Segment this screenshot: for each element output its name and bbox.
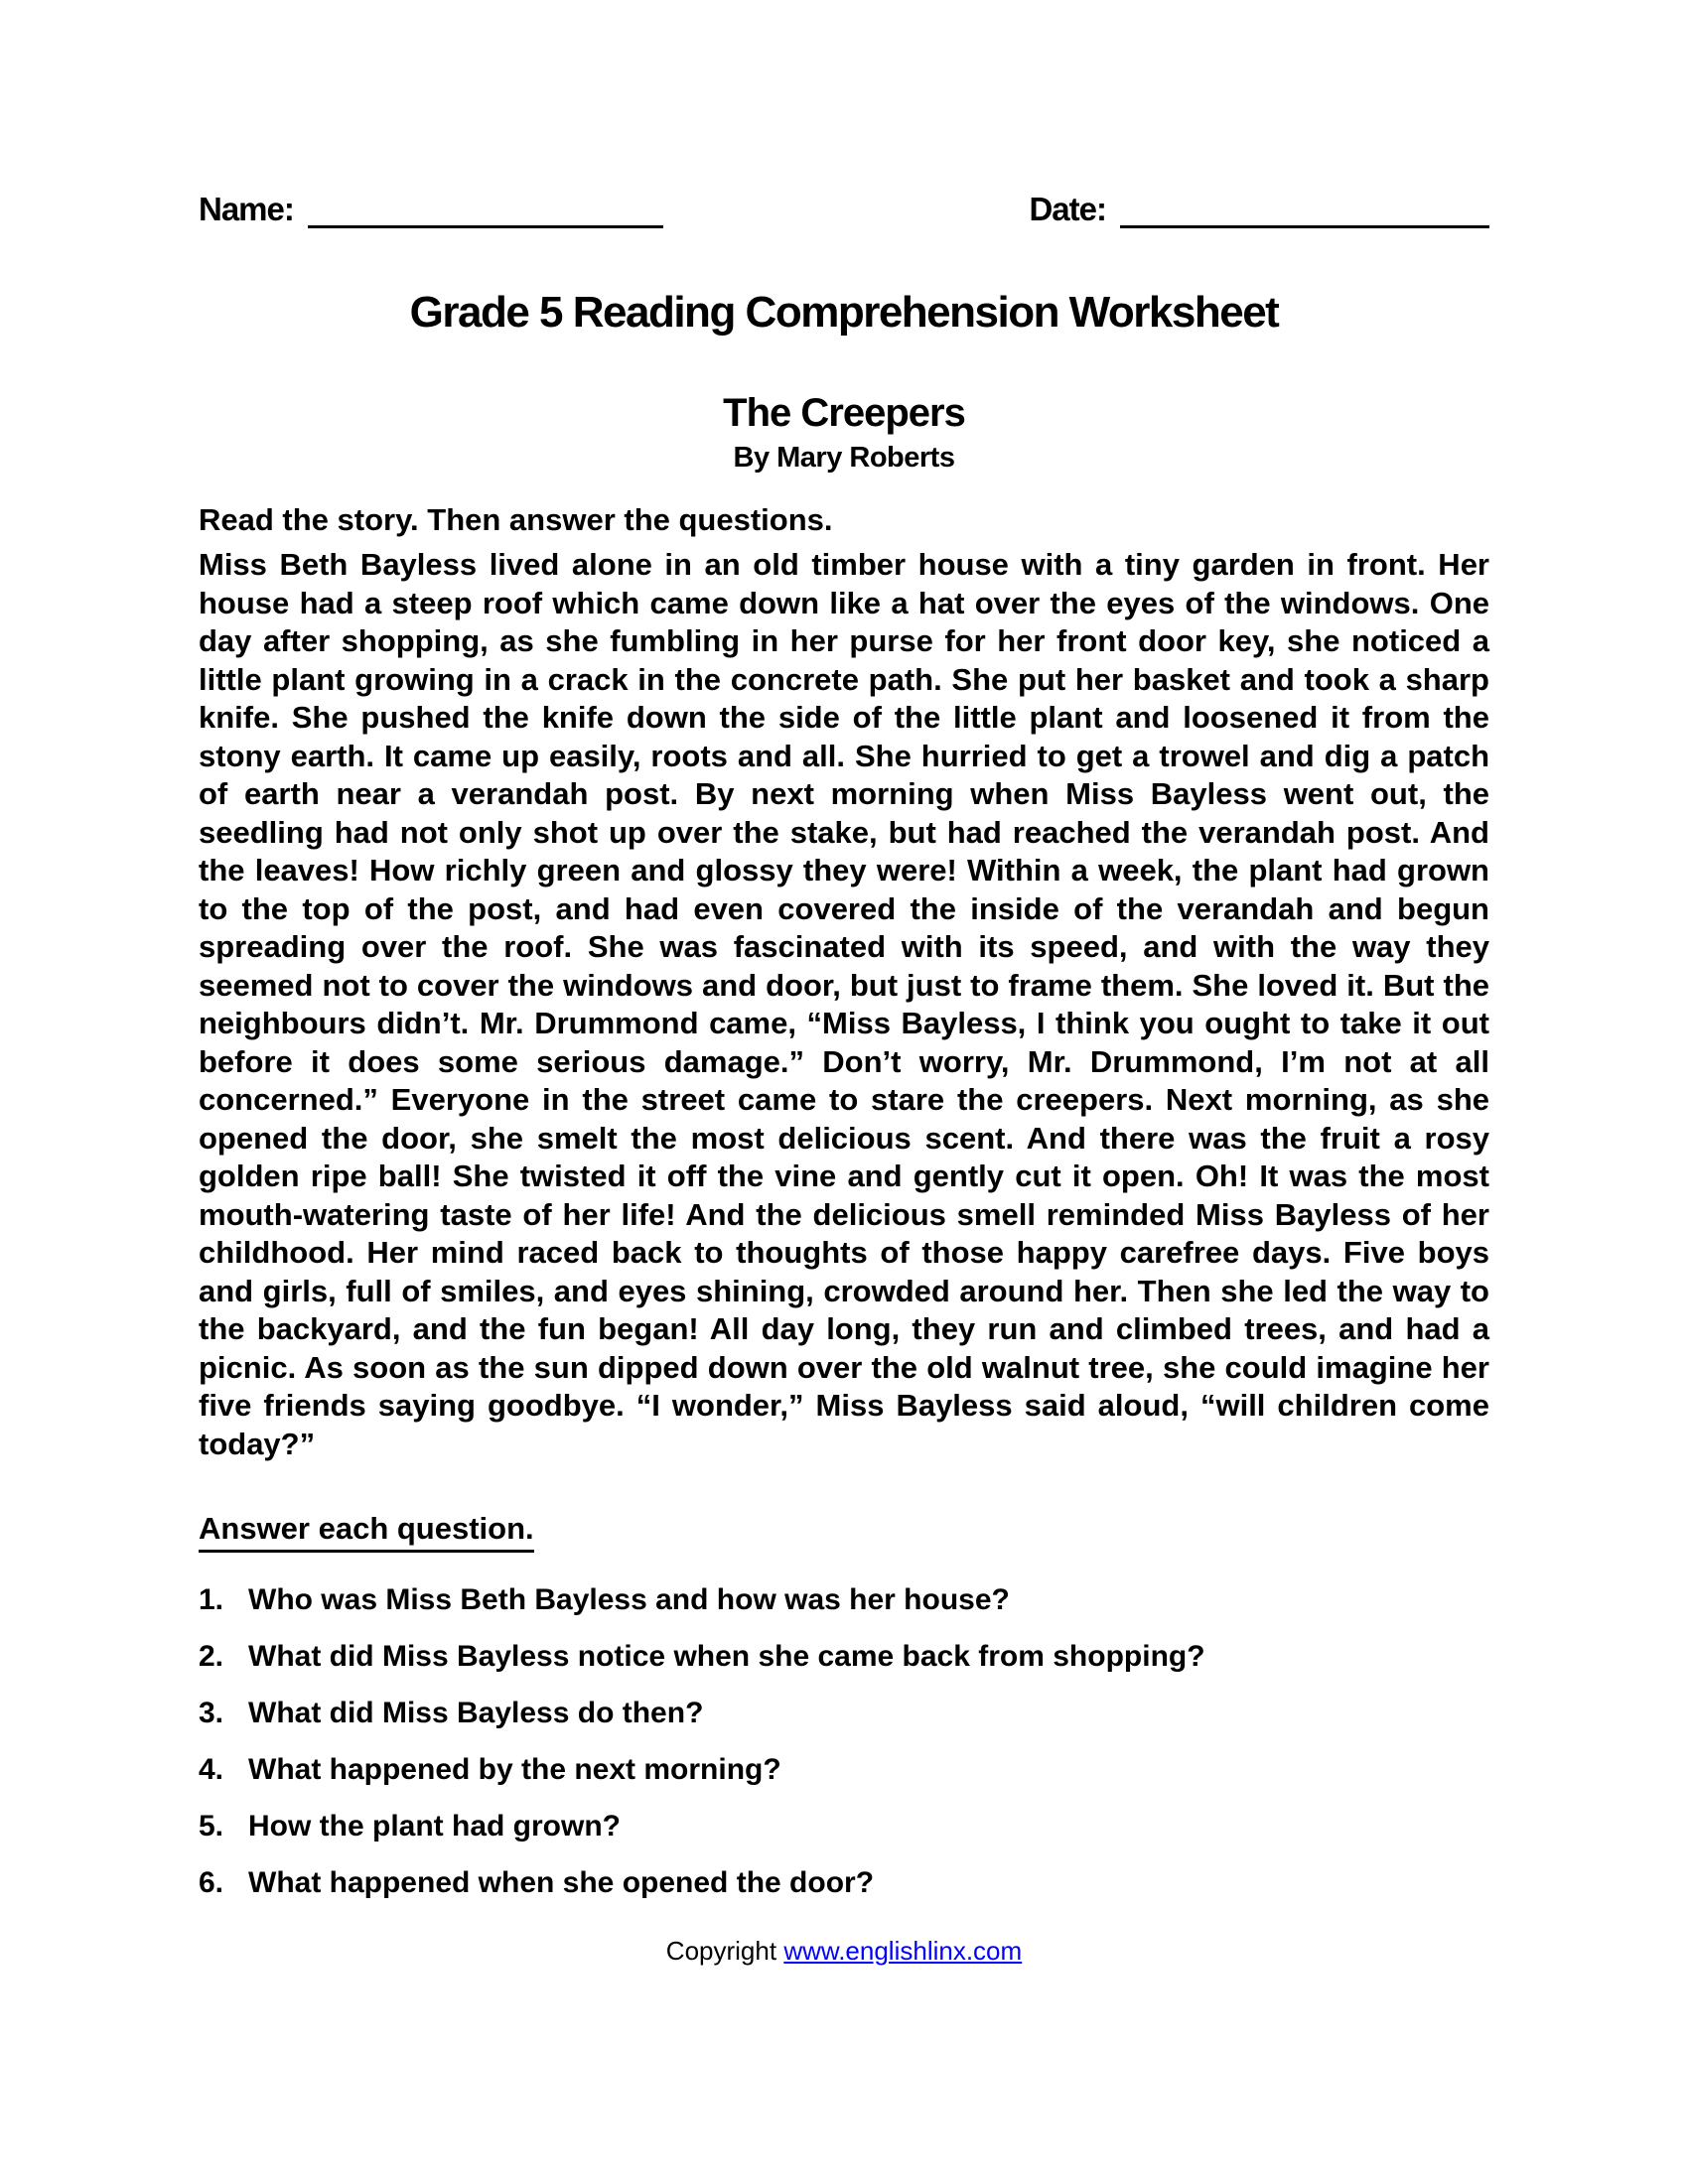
name-field: [199, 191, 663, 228]
question-number: 5.: [199, 1810, 224, 1843]
question-number: 4.: [199, 1753, 224, 1786]
instructions-text: Read the story. Then answer the questions.: [199, 502, 833, 537]
question-text: How the plant had grown?: [248, 1810, 621, 1843]
question-text: What did Miss Bayless do then?: [248, 1697, 704, 1729]
question-item-1: [199, 1584, 1489, 1616]
copyright-label: Copyright: [665, 1936, 777, 1966]
date-field: [1029, 191, 1489, 228]
question-number: 2.: [199, 1640, 224, 1673]
answer-section-heading: Answer each question.: [199, 1511, 534, 1553]
question-item-5: [199, 1811, 1489, 1843]
name-label: Name:: [199, 191, 294, 227]
question-text: What did Miss Bayless notice when she came back from shopping?: [248, 1640, 1205, 1673]
story-title: The Creepers: [723, 391, 965, 435]
answer-section: [199, 1463, 1489, 1899]
question-text: What happened when she opened the door?: [248, 1866, 875, 1899]
name-blank-line: [308, 192, 663, 228]
question-item-4: [199, 1754, 1489, 1786]
question-item-3: [199, 1698, 1489, 1729]
question-number: 1.: [199, 1583, 224, 1616]
story-byline: By Mary Roberts: [733, 442, 955, 474]
question-text: Who was Miss Beth Bayless and how was her house?: [248, 1583, 1010, 1616]
question-item-6: [199, 1867, 1489, 1899]
story-passage: Miss Beth Bayless lived alone in an old timber house with a tiny garden in front. Her house had a steep roof which came down like a hat over the eyes of the windows. One day after shopping, as she fumbling in her purse for her front door key, she noticed a little plant growing in a crack in the concrete path. She put her basket and took a sharp knife. She pushed the knife down the side of the little plant and loosened it from the stony earth. It came up easily, roots and all. She hurried to get a trowel and dig a patch of earth near a verandah post. By next morning when Miss Bayless went out, the seedling had not only shot up over the stake, but had reached the verandah post. And the leaves! How richly green and glossy they were! Within a week, the plant had grown to the top of the post, and had even covered the inside of the verandah and begun spreading over the roof. She was fascinated with its speed, and with the way they seemed not to cover the windows and door, but just to frame them. She loved it. But the neighbours didn’t. Mr. Drummond came, “Miss Bayless, I think you ought to take it out before it does some serious damage.” Don’t worry, Mr. Drummond, I’m not at all concerned.” Everyone in the street came to stare the creepers. Next morning, as she opened the door, she smelt the most delicious scent. And there was the fruit a rosy golden ripe ball! She twisted it off the vine and gently cut it open. Oh! It was the most mouth-watering taste of her life! And the delicious smell reminded Miss Bayless of her childhood. Her mind raced back to thoughts of those happy carefree days. Five boys and girls, full of smiles, and eyes shining, crowded around her. Then she led the way to the backyard, and the fun began! All day long, they run and climbed trees, and had a picnic. As soon as the sun dipped down over the old walnut tree, she could imagine her five friends saying goodbye. “I wonder,” Miss Bayless said aloud, “will children come today?”: [199, 547, 1489, 1461]
question-item-2: [199, 1641, 1489, 1673]
footer: [0, 1936, 1688, 1967]
header-row: [199, 191, 1489, 228]
question-list: [199, 1584, 1489, 1899]
question-number: 6.: [199, 1866, 224, 1899]
date-blank-line: [1120, 192, 1489, 228]
date-label: Date:: [1029, 191, 1106, 227]
question-text: What happened by the next morning?: [248, 1753, 781, 1786]
copyright-link[interactable]: www.englishlinx.com: [783, 1936, 1023, 1966]
question-number: 3.: [199, 1697, 224, 1729]
page-title: Grade 5 Reading Comprehension Worksheet: [409, 288, 1279, 337]
